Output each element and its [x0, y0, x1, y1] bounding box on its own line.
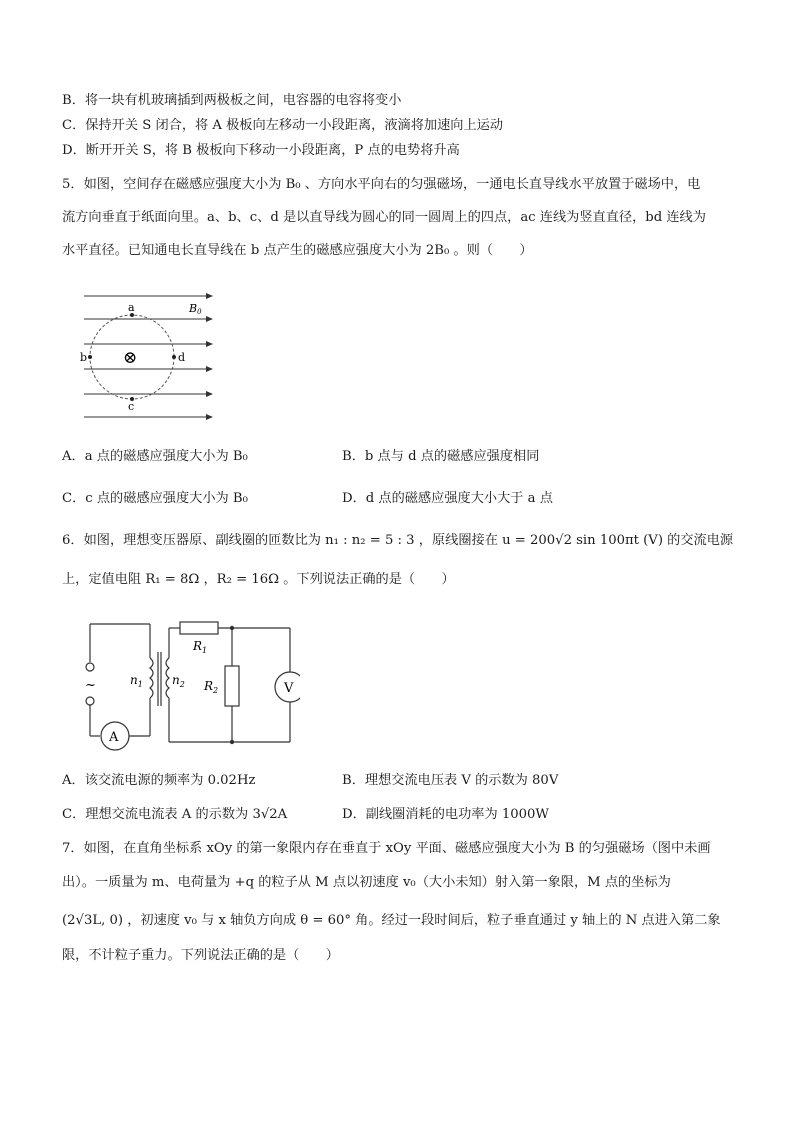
q6-option-b: B．理想交流电压表 V 的示数为 80V: [342, 773, 559, 788]
q4-option-c: C．保持开关 S 闭合，将 A 极板向左移动一小段距离，液滴将加速向上运动: [62, 118, 504, 133]
q4-option-b: B．将一块有机玻璃插到两极板之间，电容器的电容将变小: [62, 93, 402, 108]
q5-option-b: B．b 点与 d 点的磁感应强度相同: [342, 449, 540, 464]
voltmeter-icon: V: [284, 681, 294, 696]
q7-stem-line-2: 出）。一质量为 m、电荷量为 +q 的粒子从 M 点以初速度 v₀（大小未知）射入第一象限，M 点的坐标为: [62, 875, 671, 890]
q5-stem-line-2: 流方向垂直于纸面向里。a、b、c、d 是以直导线为圆心的同一圆周上的四点，ac 连线为竖直直径，bd 连线为: [62, 210, 706, 225]
q7-stem-line-3: (2√3L, 0) ，初速度 v₀ 与 x 轴负方向成 θ = 60° 角。经过一段时间后，粒子垂直通过 y 轴上的 N 点进入第二象: [62, 913, 721, 928]
q5-option-a: A．a 点的磁感应强度大小为 B₀: [62, 449, 248, 464]
q7-stem-line-4: 限，不计粒子重力。下列说法正确的是（ ）: [62, 948, 339, 963]
ammeter-icon: A: [109, 730, 119, 745]
label-d: d: [178, 351, 186, 364]
point-b: [88, 355, 92, 359]
junction-top: [230, 626, 234, 630]
q6-stem-line-2: 上，定值电阻 R₁ = 8Ω ，R₂ = 16Ω 。下列说法正确的是（ ）: [62, 572, 455, 587]
junction-bottom: [230, 740, 234, 744]
wire-into-page-icon: ⊗: [123, 348, 138, 368]
label-a: a: [128, 301, 135, 314]
point-d: [172, 355, 176, 359]
q6-option-a: A．该交流电源的频率为 0.02Hz: [62, 773, 256, 788]
q7-stem-line-1: 7．如图，在直角坐标系 xOy 的第一象限内存在垂直于 xOy 平面、磁感应强度大小为 B 的匀强磁场（图中未画: [62, 841, 711, 856]
q5-stem-line-1: 5．如图，空间存在磁感应强度大小为 B₀ 、方向水平向右的匀强磁场，一通电长直导线水平放置于磁场中，电: [62, 177, 701, 192]
label-c: c: [128, 400, 135, 413]
q5-option-c: C．c 点的磁感应强度大小为 B₀: [62, 491, 248, 506]
label-R2: $R_2$: [204, 679, 219, 695]
q6-stem-line-1: 6．如图，理想变压器原、副线圈的匝数比为 n₁ : n₂ = 5 : 3 ，原线圈接在 u = 200√2 sin 100πt (V) 的交流电源: [62, 533, 734, 548]
ac-source-icon: ~: [85, 678, 96, 693]
q5-option-d: D．d 点的磁感应强度大小大于 a 点: [342, 491, 553, 506]
magnetic-field-figure: [72, 284, 222, 424]
q6-option-d: D．副线圈消耗的电功率为 1000W: [342, 807, 549, 822]
q4-option-d: D．断开开关 S，将 B 极板向下移动一小段距离，P 点的电势将升高: [62, 143, 460, 158]
transformer-circuit-figure: [80, 614, 300, 754]
label-n1: $n_1$: [130, 673, 143, 689]
label-B0: B0: [189, 302, 202, 316]
label-n2: $n_2$: [172, 673, 185, 689]
q6-option-c: C．理想交流电流表 A 的示数为 3√2A: [62, 807, 288, 822]
q5-stem-line-3: 水平直径。已知通电长直导线在 b 点产生的磁感应强度大小为 2B₀ 。则（ ）: [62, 243, 533, 258]
label-R1: $R_1$: [193, 639, 208, 655]
label-b: b: [80, 351, 88, 364]
